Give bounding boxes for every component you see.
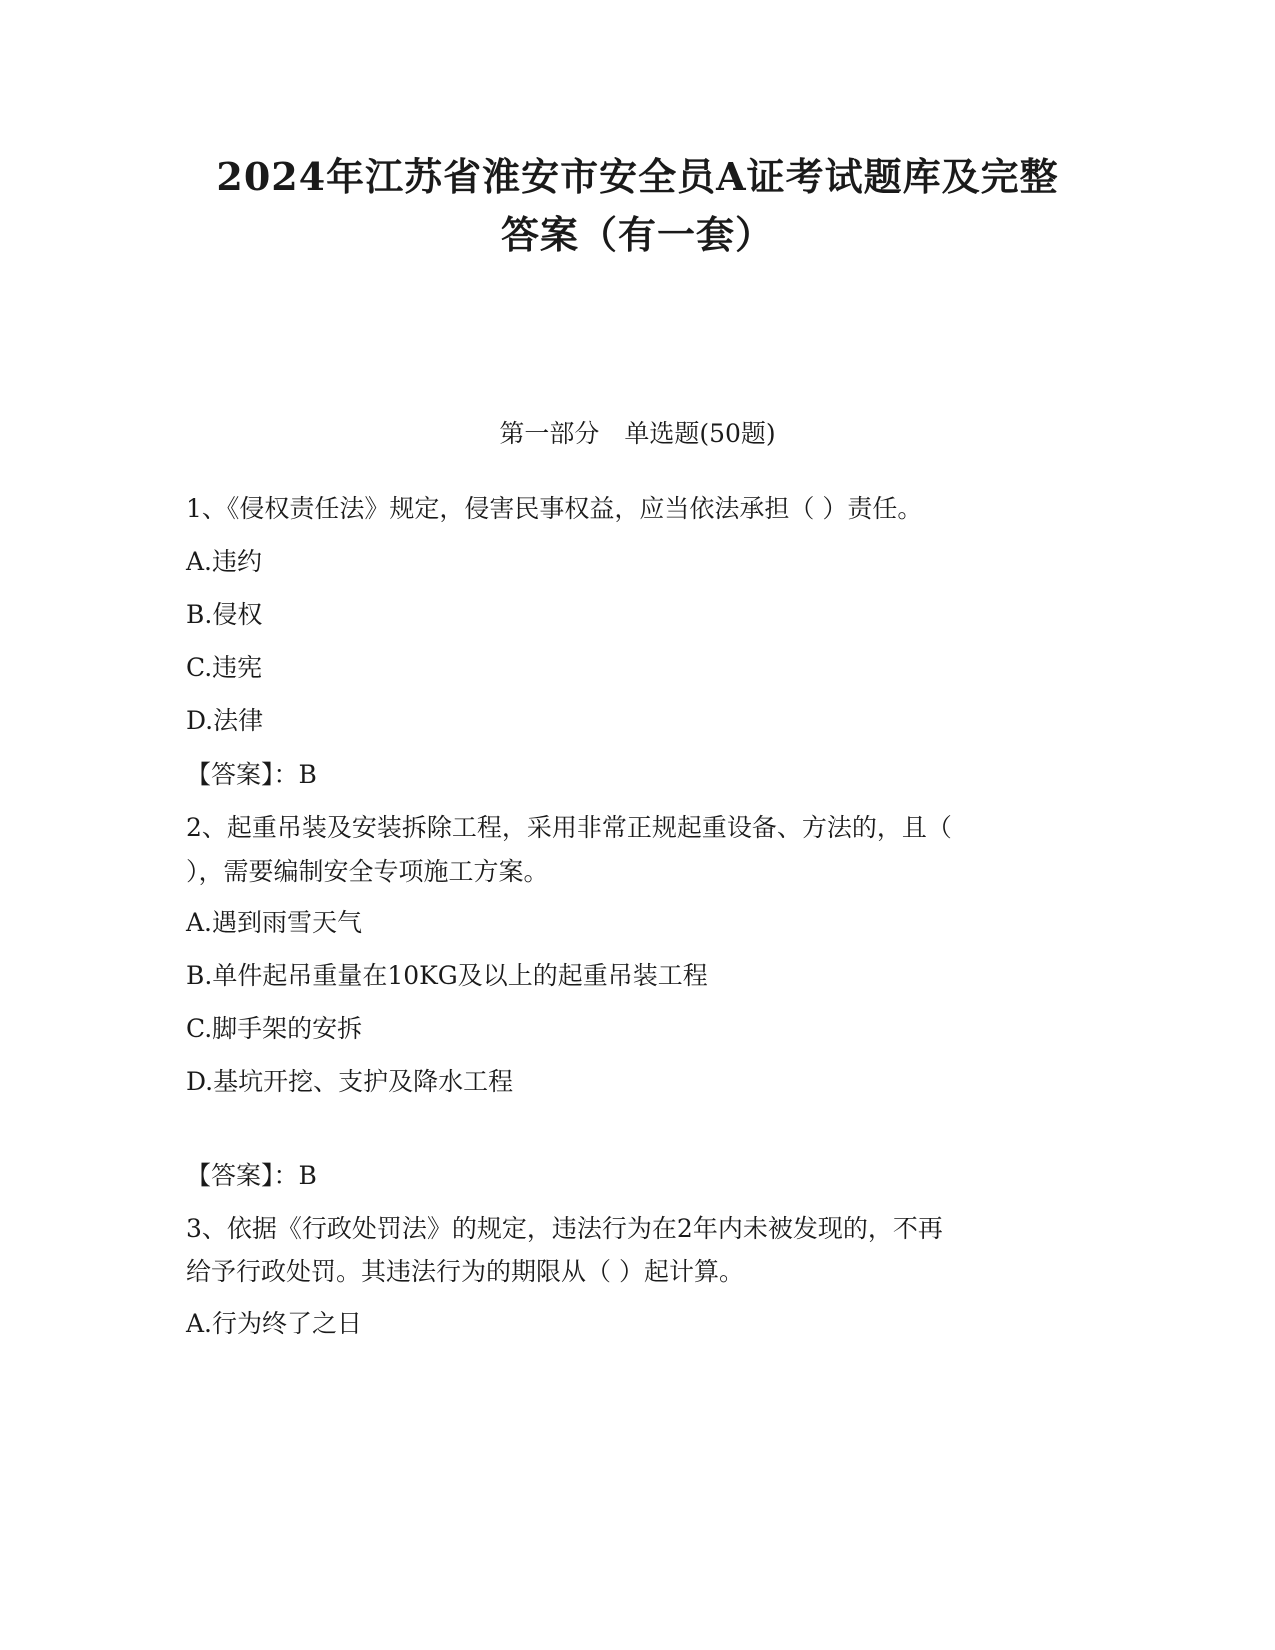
question-1-answer: 【答案】：B	[186, 760, 317, 789]
document-title-line-2: 答案（有一套）	[500, 212, 774, 257]
question-3-option-a: A.行为终了之日	[186, 1309, 363, 1338]
question-1-option-b: B.侵权	[186, 600, 263, 629]
section-heading: 第一部分 单选题(50题)	[499, 419, 776, 448]
question-2-stem-line-2: ），需要编制安全专项施工方案。	[186, 857, 549, 886]
question-2-option-c: C.脚手架的安拆	[186, 1014, 363, 1043]
document-title	[150, 148, 1125, 264]
document-title-line-1: 2024年江苏省淮安市安全员A证考试题库及完整	[216, 154, 1059, 199]
question-1-stem: 1、《侵权责任法》规定，侵害民事权益，应当依法承担（ ）责任。	[186, 494, 923, 523]
question-1-option-c: C.违宪	[186, 653, 263, 682]
question-2-option-b: B.单件起吊重量在10KG及以上的起重吊装工程	[186, 961, 708, 990]
question-2-option-d: D.基坑开挖、支护及降水工程	[186, 1067, 514, 1096]
question-3-stem-line-1: 3、依据《行政处罚法》的规定，违法行为在2年内未被发现的，不再	[186, 1214, 943, 1243]
question-2-option-a: A.遇到雨雪天气	[186, 908, 363, 937]
question-3-stem-line-2: 给予行政处罚。其违法行为的期限从（ ）起计算。	[186, 1257, 744, 1286]
question-1-option-d: D.法律	[186, 706, 264, 735]
question-2-stem-line-1: 2、起重吊装及安装拆除工程，采用非常正规起重设备、方法的，且（	[186, 813, 952, 842]
question-2-answer: 【答案】：B	[186, 1161, 317, 1190]
question-1-option-a: A.违约	[186, 547, 263, 576]
